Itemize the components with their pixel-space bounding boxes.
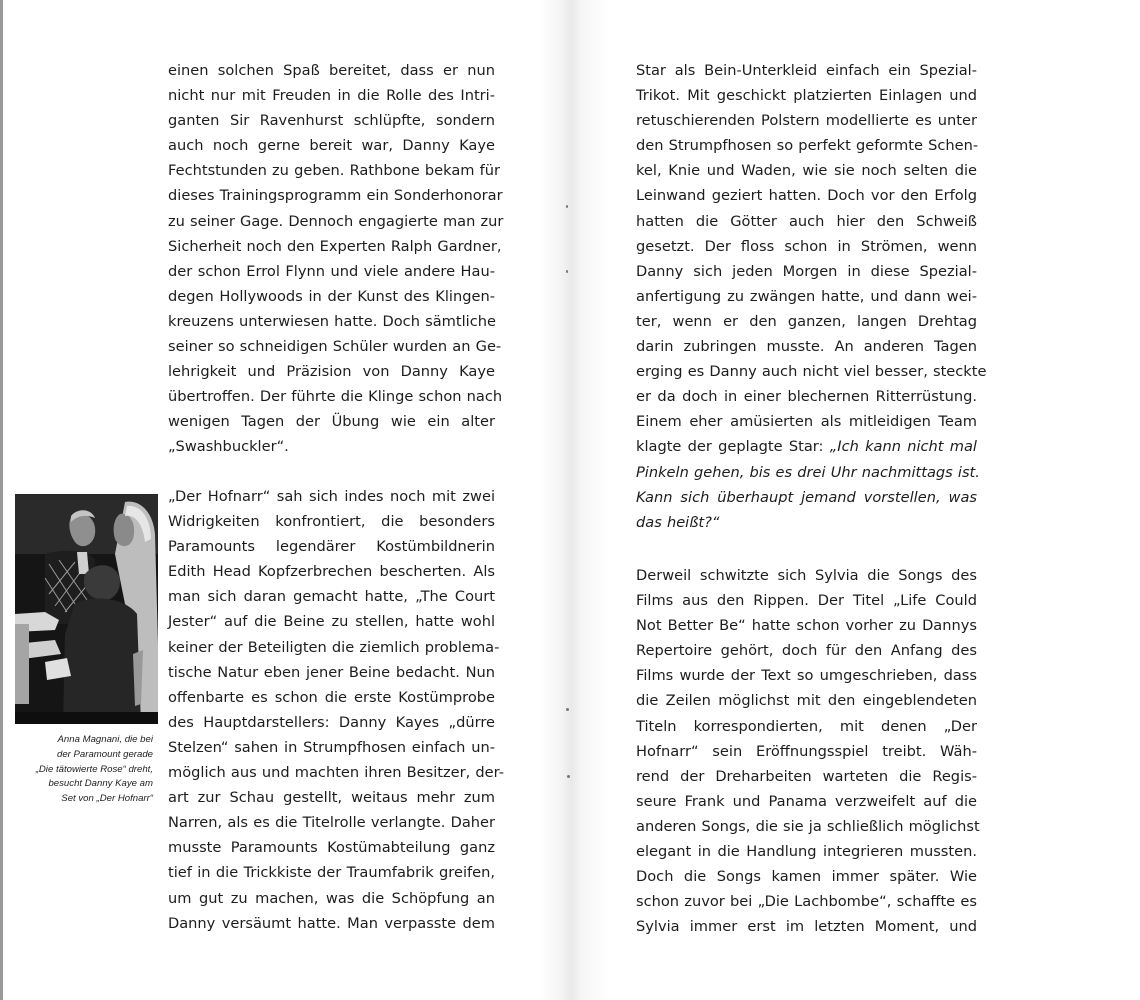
text-line: man sich daran gemacht hatte, „The Court <box>168 588 495 606</box>
caption-line: der Paramount gerade <box>57 748 153 760</box>
text-line: Kann sich überhaupt jemand vorstellen, was <box>636 488 977 506</box>
text-line: Not Better Be“ hatte schon vorher zu Dannys <box>636 617 977 635</box>
text-line: wenigen Tagen der Übung wie ein alter <box>168 413 495 431</box>
text-line: Repertoire gehört, doch für den Anfang des <box>636 642 977 660</box>
text-line: erging es Danny auch nicht viel besser, steckte <box>636 363 987 381</box>
text-line: Fechtstunden zu geben. Rathbone bekam für <box>168 162 500 180</box>
text-line: der schon Errol Flynn und viele andere Hau- <box>168 262 495 280</box>
print-speck <box>566 708 569 711</box>
text-line: art zur Schau gestellt, weitaus mehr zum <box>168 789 495 807</box>
text-line: Titeln korrespondierten, mit denen „Der <box>636 717 977 735</box>
photo-illustration <box>15 494 158 724</box>
text-line: das heißt?“ <box>636 513 720 531</box>
text-line: anfertigung zu zwängen hatte, und dann wei- <box>636 287 977 305</box>
text-line: retuschierenden Polstern modellierte es unter <box>636 112 977 130</box>
text-line: Sylvia immer erst im letzten Moment, und <box>636 918 977 936</box>
print-speck <box>566 270 568 273</box>
quote-intro-line <box>636 434 977 459</box>
text-line: darin zubringen musste. An anderen Tagen <box>636 338 977 356</box>
text-line: er da doch in einer blechernen Ritterrüstung. <box>636 388 977 406</box>
text-line: dieses Trainingsprogramm ein Sonderhonorar <box>168 187 503 205</box>
text-line: Narren, als es die Titelrolle verlangte. Daher <box>168 814 495 832</box>
text-line: hatten die Götter auch hier den Schweiß <box>636 212 977 230</box>
text-line: Stelzen“ sahen in Strumpfhosen einfach un- <box>168 738 495 756</box>
caption-line: Set von „Der Hofnarr“ <box>61 793 153 805</box>
text-line: Star als Bein-Unterkleid einfach ein Spezial- <box>636 62 977 79</box>
text-line: Danny sich jeden Morgen in diese Spezial- <box>636 262 977 280</box>
page-edge <box>0 0 3 1000</box>
text-line: rend der Dreharbeiten warteten die Regis- <box>636 767 977 785</box>
text-line: die Zeilen möglichst mit den eingeblendeten <box>636 692 977 710</box>
text-line: lehrigkeit und Präzision von Danny Kaye <box>168 363 495 381</box>
print-speck <box>567 775 570 778</box>
print-speck <box>566 205 568 208</box>
text-line: den Strumpfhosen so perfekt geformte Schen- <box>636 137 979 155</box>
text-line: ter, wenn er den ganzen, langen Drehtag <box>636 312 977 330</box>
caption-line: besucht Danny Kaye am <box>48 778 153 790</box>
quote-start-italic: „Ich kann nicht mal <box>829 438 977 456</box>
text-line: „Der Hofnarr“ sah sich indes noch mit zwei <box>168 488 495 505</box>
text-line: Doch die Songs kamen immer später. Wie <box>636 868 977 886</box>
text-line: gesetzt. Der floss schon in Strömen, wenn <box>636 237 977 255</box>
text-line: tische Natur eben jener Beine bedacht. Nun <box>168 663 495 681</box>
book-gutter <box>540 0 610 1000</box>
text-line: keiner der Beteiligten die ziemlich problema- <box>168 638 500 656</box>
text-line: offenbarte es schon die erste Kostümprobe <box>168 688 495 706</box>
text-line: elegant in die Handlung integrieren mussten. <box>636 843 977 861</box>
text-line: um gut zu machen, was die Schöpfung an <box>168 889 495 907</box>
right-paragraph-1 <box>636 58 987 535</box>
text-line: Danny versäumt hatte. Man verpasste dem <box>168 914 495 932</box>
text-line: möglich aus und machten ihren Besitzer, der- <box>168 764 504 782</box>
text-line: Widrigkeiten konfrontiert, die besonders <box>168 513 495 531</box>
text-line: kreuzens unterwiesen hatte. Doch sämtliche <box>168 312 496 330</box>
left-paragraph-1 <box>168 58 504 460</box>
text-line: anderen Songs, die sie ja schließlich möglichst <box>636 817 980 835</box>
text-line: Einem eher amüsierten als mitleidigen Team <box>636 413 977 431</box>
right-paragraph-2 <box>636 563 980 939</box>
text-line: degen Hollywoods in der Kunst des Klingen- <box>168 287 495 305</box>
text-line: auch noch gerne bereit war, Danny Kaye <box>168 137 495 155</box>
text-line: musste Paramounts Kostümabteilung ganz <box>168 839 495 857</box>
text-line: seure Frank und Panama verzweifelt auf die <box>636 792 977 810</box>
text-line: tief in die Trickkiste der Traumfabrik greifen, <box>168 864 495 882</box>
photo-caption <box>20 733 153 807</box>
left-paragraph-2 <box>168 484 504 936</box>
text-line: nicht nur mit Freuden in die Rolle des Intri- <box>168 87 495 105</box>
caption-line: Anna Magnani, die bei <box>57 734 153 745</box>
quote-intro-text: klagte der geplagte Star: <box>636 438 830 456</box>
caption-line: „Die tätowierte Rose“ dreht, <box>35 763 153 775</box>
text-line: Films aus den Rippen. Der Titel „Life Could <box>636 592 977 610</box>
text-line: Trikot. Mit geschickt platzierten Einlagen und <box>636 87 977 105</box>
text-line: des Hauptdarstellers: Danny Kayes „dürre <box>168 713 495 731</box>
text-line: Paramounts legendärer Kostümbildnerin <box>168 538 495 556</box>
text-line: Derweil schwitzte sich Sylvia die Songs des <box>636 567 977 584</box>
text-line: Edith Head Kopfzerbrechen bescherten. Als <box>168 563 495 581</box>
text-line: Pinkeln gehen, bis es drei Uhr nachmittags ist. <box>636 463 980 481</box>
text-line: kel, Knie und Waden, wie sie noch selten die <box>636 162 977 180</box>
text-line: einen solchen Spaß bereitet, dass er nun <box>168 62 495 79</box>
text-line: Films wurde der Text so umgeschrieben, dass <box>636 667 977 685</box>
text-line: ganten Sir Ravenhurst schlüpfte, sondern <box>168 112 495 130</box>
text-line: seiner so schneidigen Schüler wurden an Ge- <box>168 338 502 356</box>
text-line: Jester“ auf die Beine zu stellen, hatte wohl <box>168 613 495 631</box>
text-line: übertroffen. Der führte die Klinge schon nach <box>168 388 503 406</box>
text-line: zu seiner Gage. Dennoch engagierte man zur <box>168 212 504 230</box>
text-line: Sicherheit noch den Experten Ralph Gardner, <box>168 237 502 255</box>
text-line: Leinwand geziert hatten. Doch vor den Erfolg <box>636 187 977 205</box>
text-line: Hofnarr“ sein Eröffnungsspiel treibt. Wäh- <box>636 742 977 760</box>
text-line: schon zuvor bei „Die Lachbombe“, schaffte es <box>636 893 977 911</box>
text-line: „Swashbuckler“. <box>168 438 289 456</box>
photo-anna-magnani-danny-kaye <box>15 494 158 724</box>
